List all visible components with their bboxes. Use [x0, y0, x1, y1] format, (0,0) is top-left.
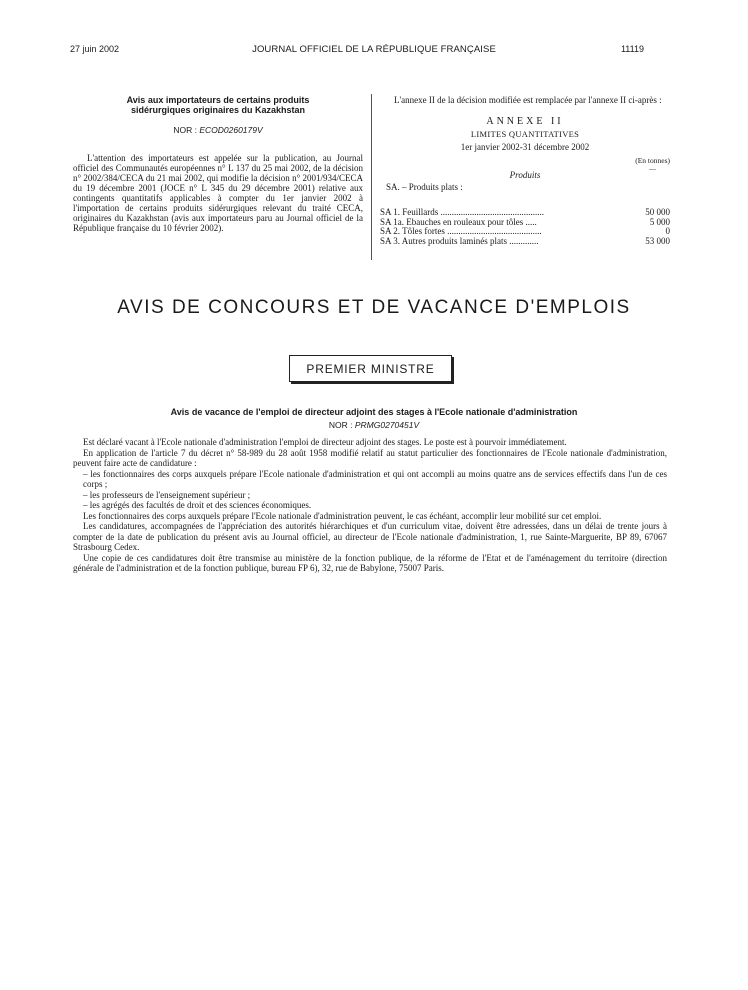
nor-code: ECOD0260179V — [199, 125, 263, 135]
row-label: SA 1a. Ebauches en rouleaux pour tôles ..... — [380, 217, 537, 227]
annexe-unit: (En tonnes) — [635, 156, 670, 165]
row-value: 50 000 — [645, 207, 670, 217]
annexe-subtitle: LIMITES QUANTITATIVES — [470, 129, 580, 139]
header-page-number: 11119 — [620, 44, 644, 54]
annexe-intro: L'annexe II de la décision modifiée est remplacée par l'annexe II ci-après : — [394, 95, 662, 105]
ministry-box: PREMIER MINISTRE — [289, 355, 452, 382]
column-divider — [371, 94, 372, 260]
paragraph: Une copie de ces candidatures doit être transmise au ministère de la fonction publique, de la réforme de l'Etat et de l'aménagement du territoire (direction générale de l'administration et de la fonction publique, bureau FP 6), 32, rue de Babylone, 75007 Paris. — [73, 552, 667, 573]
table-row — [380, 237, 670, 247]
avis-importateurs-nor — [73, 125, 363, 135]
annexe-column-header: Produits — [509, 170, 541, 180]
avis-importateurs-title-1: Avis aux importateurs de certains produits — [126, 95, 310, 105]
row-label: SA 3. Autres produits laminés plats ............. — [380, 236, 539, 246]
row-label: SA 1. Feuillards .............................................. — [380, 208, 545, 217]
avis-importateurs-column — [73, 95, 363, 233]
table-row — [380, 218, 670, 228]
avis-vacance-title: Avis de vacance de l'emploi de directeur adjoint des stages à l'Ecole nationale d'administration — [170, 407, 578, 417]
paragraph: Les candidatures, accompagnées de l'appréciation des autorités hiérarchiques et d'un curriculum vitae, doivent être adressées, dans un délai de trente jours à compter de la date de publication du présent avis au Journal officiel, au directeur de l'Ecole nationale d'administration, 1, rue Sainte-Marguerite, BP 89, 67067 Strasbourg Cedex. — [73, 521, 667, 552]
section-title: AVIS DE CONCOURS ET DE VACANCE D'EMPLOIS — [117, 297, 631, 318]
annexe-column — [380, 95, 670, 246]
table-row — [380, 208, 670, 218]
avis-vacance-nor — [0, 420, 748, 430]
row-value: 53 000 — [645, 235, 670, 246]
list-item: – les fonctionnaires des corps auxquels prépare l'Ecole nationale d'administration et qui ont accompli au moins quatre ans de services effectifs dans l'un de ces corps ; — [83, 468, 667, 489]
header-journal-title: JOURNAL OFFICIEL DE LA RÉPUBLIQUE FRANÇAISE — [252, 44, 496, 55]
row-value: 5 000 — [649, 216, 670, 227]
annexe-category: SA. – Produits plats : — [386, 182, 463, 192]
nor-label: NOR : — [173, 125, 197, 135]
row-label: SA 2. Tôles fortes .......................................... — [380, 227, 542, 236]
annexe-dates: 1er janvier 2002-31 décembre 2002 — [460, 142, 590, 152]
header-date: 27 juin 2002 — [70, 44, 120, 54]
avis-vacance-body — [73, 437, 667, 574]
unit-dash: — — [649, 165, 656, 173]
list-item: – les agrégés des facultés de droit et des sciences économiques. — [83, 500, 312, 510]
paragraph: Est déclaré vacant à l'Ecole nationale d'administration l'emploi de directeur adjoint des stages. Le poste est à pourvoir immédiatement. — [83, 437, 567, 447]
paragraph: En application de l'article 7 du décret n° 58-989 du 28 août 1958 modifié relatif au statut particulier des fonctionnaires de l'Ecole nationale d'administration, peuvent faire acte de candidature : — [73, 447, 667, 468]
annexe-title: ANNEXE II — [486, 116, 564, 127]
paragraph: Les fonctionnaires des corps auxquels prépare l'Ecole nationale d'administration peuvent, le cas échéant, accomplir leur mobilité sur cet emploi. — [83, 510, 602, 521]
list-item: – les professeurs de l'enseignement supérieur ; — [83, 489, 251, 500]
nor-label: NOR : — [328, 420, 353, 430]
table-row — [380, 227, 670, 237]
avis-importateurs-paragraph: L'attention des importateurs est appelée sur la publication, au Journal officiel des Communautés européennes n° L 137 du 25 mai 2002, de la décision n° 2002/384/CECA du 21 mai 2002, qui modifie la décision n° 2001/934/CECA du 19 décembre 2001 (JOCE n° L 345 du 29 décembre 2001) relative aux contingents quantitatifs applicables à compter du 1er janvier 2002 à l'importation de certains produits sidérurgiques relevant du traité CECA, originaires du Kazakhstan (avis aux importateurs paru au Journal officiel de la République française du 10 février 2002). — [73, 153, 363, 233]
avis-importateurs-title-2: sidérurgiques originaires du Kazakhstan — [130, 105, 306, 115]
row-value: 0 — [665, 226, 670, 236]
annexe-table — [380, 208, 670, 246]
nor-code: PRMG0270451V — [354, 420, 420, 430]
